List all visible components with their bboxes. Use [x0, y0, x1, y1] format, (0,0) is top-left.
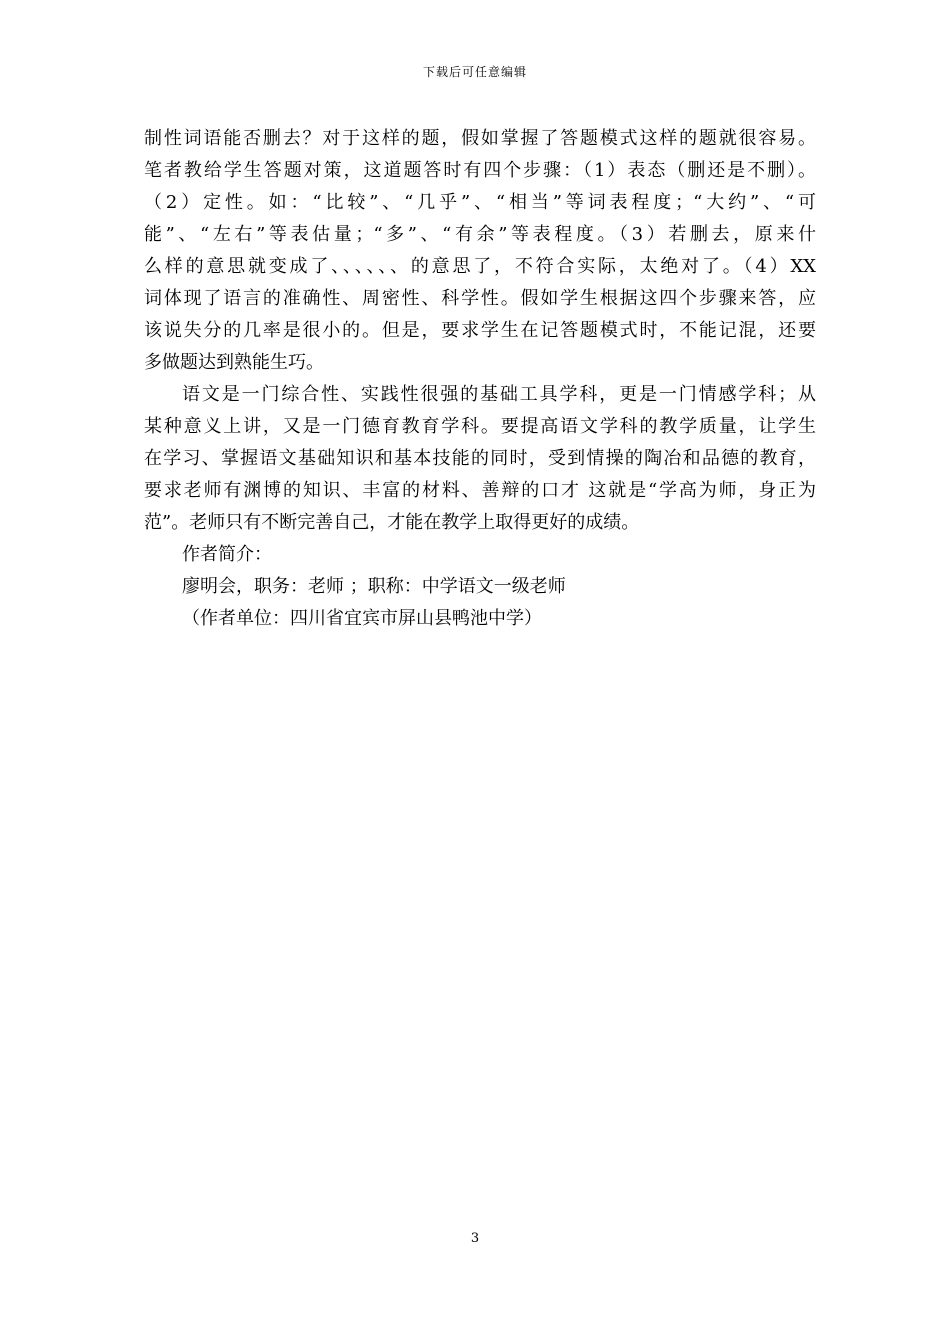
author-unit: （作者单位：四川省宜宾市屏山县鸭池中学） — [182, 608, 542, 629]
page-header: 下载后可任意编辑 — [422, 65, 527, 79]
author-intro-label: 作者简介： — [182, 544, 272, 565]
text-line: 在学习、掌握语文基础知识和基本技能的同时，受到情操的陶冶和品德的教育， — [144, 448, 816, 469]
text-line: 笔者教给学生答题对策，这道题答时有四个步骤：（1）表态（删还是不删）。 — [144, 160, 816, 181]
text-line: （2）定性。如：“比较”、“几乎”、“相当”等词表程度；“大约”、“可 — [144, 192, 816, 213]
page-number: 3 — [470, 1231, 480, 1246]
text-line: 要求老师有渊博的知识、丰富的材料、善辩的口才 这就是“学高为师，身正为 — [144, 480, 816, 501]
paragraph-chinese-subject — [144, 379, 816, 539]
text-line: 范”。老师只有不断完善自己，才能在教学上取得更好的成绩。 — [144, 512, 640, 533]
document-body — [144, 123, 816, 635]
text-line: 语文是一门综合性、实践性很强的基础工具学科，更是一门情感学科；从 — [182, 384, 816, 405]
text-line: 能”、“左右”等表估量；“多”、“有余”等表程度。（3）若删去，原来什 — [144, 224, 816, 245]
text-line: 词体现了语言的准确性、周密性、科学性。假如学生根据这四个步骤来答，应 — [144, 288, 816, 309]
text-line: 么样的意思就变成了、、、、、、的意思了，不符合实际，太绝对了。（4）XX — [144, 256, 816, 277]
text-line: 多做题达到熟能生巧。 — [144, 352, 324, 373]
text-line: 制性词语能否删去？对于这样的题，假如掌握了答题模式这样的题就很容易。 — [144, 128, 816, 149]
author-section — [144, 539, 816, 635]
text-line: 某种意义上讲，又是一门德育教育学科。要提高语文学科的教学质量，让学生 — [144, 416, 816, 437]
text-line: 该说失分的几率是很小的。但是，要求学生在记答题模式时，不能记混，还要 — [144, 320, 816, 341]
author-info: 廖明会，职务：老师 ；职称：中学语文一级老师 — [182, 576, 566, 597]
paragraph-answer-strategy — [144, 123, 816, 379]
